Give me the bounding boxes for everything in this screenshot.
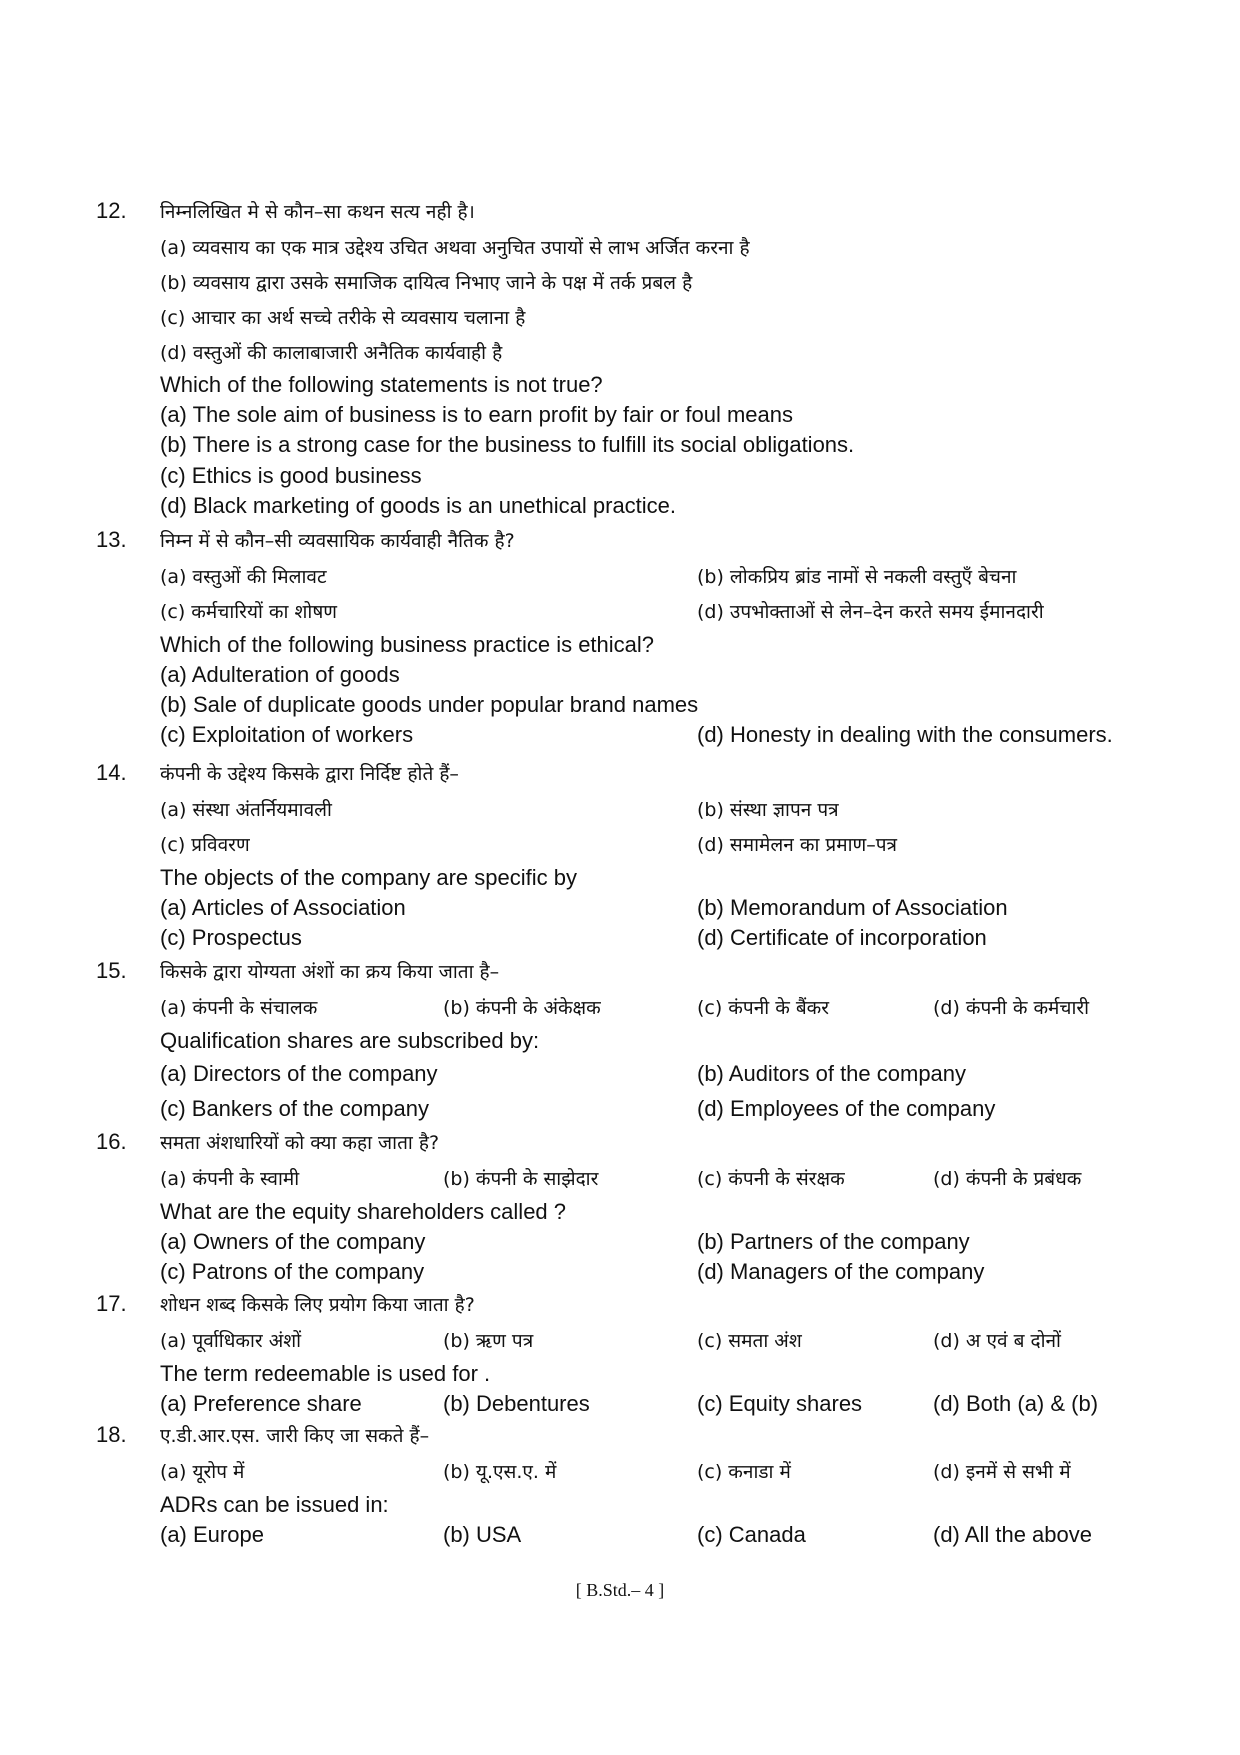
english-option-d: (d) Honesty in dealing with the consumers. <box>697 722 1113 747</box>
english-question: What are the equity shareholders called ? <box>160 1199 567 1224</box>
hindi-option-d: (d) वस्तुओं की कालाबाजारी अनैतिक कार्यवाही है <box>160 342 503 364</box>
english-option-c: (c) Exploitation of workers <box>160 722 414 747</box>
english-option-c: (c) Canada <box>697 1522 806 1547</box>
question-number: 14. <box>96 760 127 785</box>
english-option-d: (d) Employees of the company <box>697 1096 996 1121</box>
question-number: 15. <box>96 958 127 983</box>
hindi-option-b: (b) संस्था ज्ञापन पत्र <box>697 799 839 821</box>
hindi-option-b: (b) कंपनी के साझेदार <box>443 1168 599 1190</box>
english-option-d: (d) Certificate of incorporation <box>697 925 987 950</box>
english-option-c: (c) Bankers of the company <box>160 1096 430 1121</box>
english-question: Which of the following statements is not true? <box>160 372 603 397</box>
hindi-option-c: (c) प्रविवरण <box>160 834 250 856</box>
english-option-a: (a) Directors of the company <box>160 1061 438 1086</box>
english-option-a: (a) Owners of the company <box>160 1229 426 1254</box>
english-option-d: (d) Black marketing of goods is an unethical practice. <box>160 493 677 518</box>
hindi-option-a: (a) संस्था अंतर्नियमावली <box>160 799 332 821</box>
english-option-c: (c) Prospectus <box>160 925 302 950</box>
hindi-option-a: (a) कंपनी के संचालक <box>160 997 318 1019</box>
english-question: Qualification shares are subscribed by: <box>160 1028 540 1053</box>
english-option-b: (b) Memorandum of Association <box>697 895 1008 920</box>
hindi-option-b: (b) यू.एस.ए. में <box>443 1461 557 1483</box>
hindi-option-c: (c) आचार का अर्थ सच्चे तरीके से व्यवसाय चलाना है <box>160 307 526 329</box>
hindi-option-d: (d) कंपनी के कर्मचारी <box>933 997 1090 1019</box>
hindi-option-c: (c) कंपनी के संरक्षक <box>697 1168 845 1190</box>
hindi-option-c: (c) कर्मचारियों का शोषण <box>160 601 338 623</box>
hindi-option-c: (c) कंपनी के बैंकर <box>697 997 830 1019</box>
hindi-question: कंपनी के उद्देश्य किसके द्वारा निर्दिष्ट होते हैं– <box>160 763 459 785</box>
hindi-option-d: (d) समामेलन का प्रमाण–पत्र <box>697 834 898 856</box>
hindi-option-c: (c) समता अंश <box>697 1330 802 1352</box>
hindi-option-a: (a) व्यवसाय का एक मात्र उद्देश्य उचित अथवा अनुचित उपायों से लाभ अर्जित करना है <box>160 237 750 259</box>
hindi-option-b: (b) लोकप्रिय ब्रांड नामों से नकली वस्तुएँ बेचना <box>697 566 1017 588</box>
question-number: 12. <box>96 198 127 223</box>
english-option-b: (b) Sale of duplicate goods under popular brand names <box>160 692 699 717</box>
english-option-b: (b) Debentures <box>443 1391 590 1416</box>
english-option-a: (a) Preference share <box>160 1391 362 1416</box>
english-option-b: (b) Auditors of the company <box>697 1061 967 1086</box>
hindi-question: ए.डी.आर.एस. जारी किए जा सकते हैं– <box>160 1425 430 1447</box>
question-number: 16. <box>96 1129 127 1154</box>
english-option-c: (c) Equity shares <box>697 1391 863 1416</box>
english-option-b: (b) There is a strong case for the business to fulfill its social obligations. <box>160 432 855 457</box>
english-option-a: (a) The sole aim of business is to earn profit by fair or foul means <box>160 402 793 427</box>
page-footer: [ B.Std.– 4 ] <box>575 1580 665 1600</box>
question-number: 18. <box>96 1422 127 1447</box>
english-question: The objects of the company are specific by <box>160 865 577 890</box>
hindi-option-a: (a) पूर्वाधिकार अंशों <box>160 1330 302 1352</box>
english-option-c: (c) Ethics is good business <box>160 463 422 488</box>
question-number: 17. <box>96 1291 127 1316</box>
hindi-question: किसके द्वारा योग्यता अंशों का क्रय किया जाता है– <box>160 961 500 983</box>
hindi-option-a: (a) यूरोप में <box>160 1461 245 1483</box>
question-number: 13. <box>96 527 127 552</box>
english-question: The term redeemable is used for . <box>160 1361 491 1386</box>
hindi-question: समता अंशधारियों को क्या कहा जाता है? <box>160 1132 440 1154</box>
hindi-option-d: (d) कंपनी के प्रबंधक <box>933 1168 1082 1190</box>
hindi-option-b: (b) कंपनी के अंकेक्षक <box>443 997 601 1019</box>
hindi-option-a: (a) वस्तुओं की मिलावट <box>160 566 327 588</box>
english-option-a: (a) Articles of Association <box>160 895 406 920</box>
english-question: Which of the following business practice is ethical? <box>160 632 655 657</box>
hindi-question: शोधन शब्द किसके लिए प्रयोग किया जाता है? <box>160 1294 475 1316</box>
hindi-option-d: (d) उपभोक्ताओं से लेन–देन करते समय ईमानदारी <box>697 601 1044 623</box>
hindi-question: निम्नलिखित मे से कौन–सा कथन सत्य नही है। <box>160 201 475 223</box>
english-question: ADRs can be issued in: <box>160 1492 389 1517</box>
hindi-option-b: (b) व्यवसाय द्वारा उसके समाजिक दायित्व निभाए जाने के पक्ष में तर्क प्रबल है <box>160 272 693 294</box>
english-option-d: (d) All the above <box>933 1522 1092 1547</box>
english-option-b: (b) USA <box>443 1522 522 1547</box>
hindi-option-a: (a) कंपनी के स्वामी <box>160 1168 300 1190</box>
english-option-d: (d) Managers of the company <box>697 1259 985 1284</box>
hindi-option-d: (d) इनमें से सभी में <box>933 1461 1071 1483</box>
hindi-question: निम्न में से कौन–सी व्यवसायिक कार्यवाही नैतिक है? <box>160 530 515 552</box>
english-option-d: (d) Both (a) & (b) <box>933 1391 1099 1416</box>
english-option-a: (a) Europe <box>160 1522 264 1547</box>
english-option-a: (a) Adulteration of goods <box>160 662 400 687</box>
hindi-option-d: (d) अ एवं ब दोनों <box>933 1330 1061 1352</box>
hindi-option-c: (c) कनाडा में <box>697 1461 791 1483</box>
english-option-c: (c) Patrons of the company <box>160 1259 425 1284</box>
hindi-option-b: (b) ऋण पत्र <box>443 1330 534 1352</box>
english-option-b: (b) Partners of the company <box>697 1229 970 1254</box>
